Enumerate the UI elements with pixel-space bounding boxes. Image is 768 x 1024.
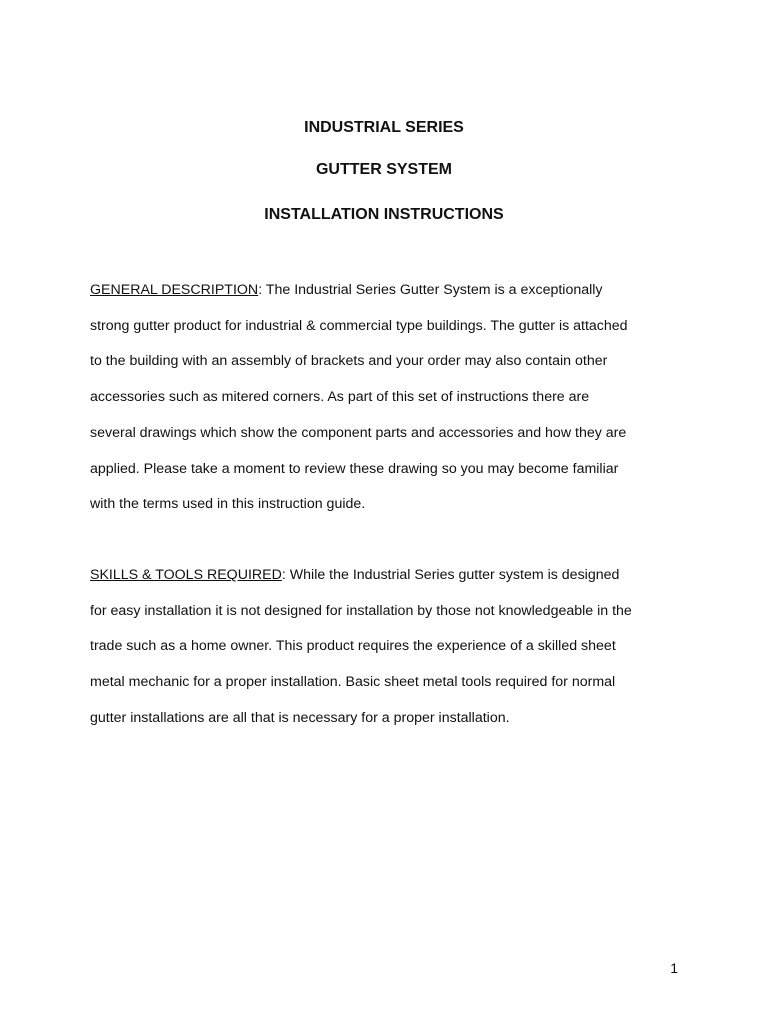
document-title-line-1: INDUSTRIAL SERIES [304,119,464,136]
skills-tools-heading: SKILLS & TOOLS REQUIRED [90,567,282,583]
paragraph-line [90,273,690,309]
paragraph-line: to the building with an assembly of brackets and your order may also contain other [90,353,608,370]
paragraph-line-text: : The Industrial Series Gutter System is a exceptionally [258,282,603,298]
skills-tools-paragraph [90,558,690,737]
paragraph-line: accessories such as mitered corners. As part of this set of instructions there are [90,389,590,406]
document-title-line-2: GUTTER SYSTEM [315,161,452,178]
general-description-paragraph [90,273,690,523]
page-number: 1 [670,960,678,976]
paragraph-line: with the terms used in this instruction guide. [90,496,366,513]
general-description-section [90,273,690,523]
paragraph-line-text: : While the Industrial Series gutter system is designed [281,567,620,583]
skills-tools-section [90,558,690,737]
paragraph-line: strong gutter product for industrial & commercial type buildings. The gutter is attached [90,317,628,334]
paragraph-line [90,558,690,594]
document-title-line-3: INSTALLATION INSTRUCTIONS [264,206,504,223]
paragraph-line: trade such as a home owner. This product requires the experience of a skilled sheet [90,638,616,655]
paragraph-line: several drawings which show the component parts and accessories and how they are [90,424,627,441]
general-description-heading: GENERAL DESCRIPTION [90,282,259,298]
paragraph-line: gutter installations are all that is necessary for a proper installation. [90,709,510,726]
paragraph-line: for easy installation it is not designed for installation by those not knowledgeable in the [90,602,632,619]
paragraph-line: applied. Please take a moment to review these drawing so you may become familiar [90,460,619,477]
paragraph-line: metal mechanic for a proper installation. Basic sheet metal tools required for normal [90,674,616,691]
